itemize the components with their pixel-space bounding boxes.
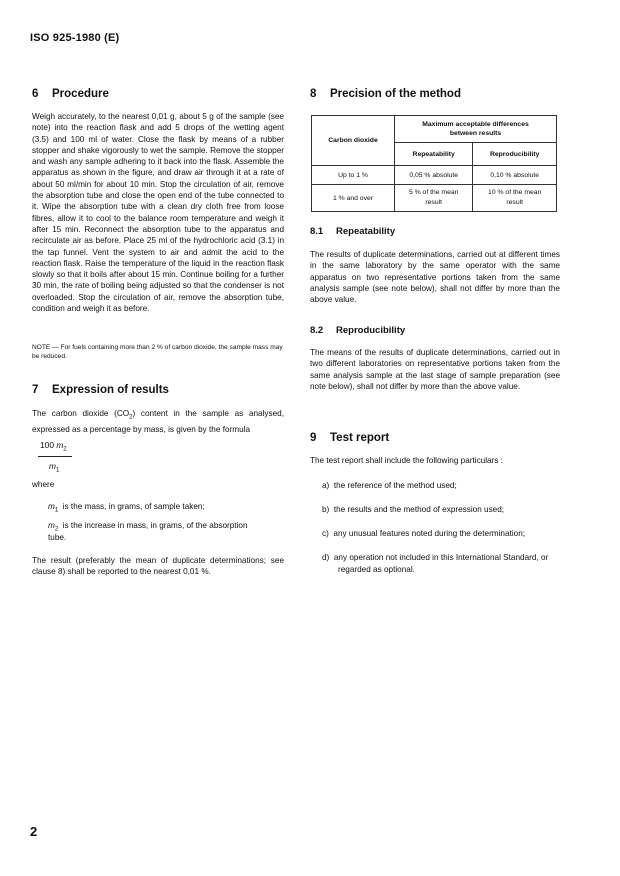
section-9-heading: 9 Test report xyxy=(310,432,390,444)
definition-m2-continued: tube. xyxy=(48,533,67,542)
section-8-heading xyxy=(310,88,461,100)
table-row xyxy=(312,185,557,212)
section-8-title: Precision of the method xyxy=(330,88,461,100)
formula-numerator: 100 $m_2$ xyxy=(40,440,67,453)
table-cell: 1 % and over xyxy=(312,185,395,212)
document-header: ISO 925-1980 (E) xyxy=(30,32,120,44)
table-cell: 0,05 % absolute xyxy=(395,166,473,185)
test-report-intro: The test report shall include the following particulars : xyxy=(310,456,503,465)
precision-table xyxy=(311,115,557,212)
table-header-reproducibility: Reproducibility xyxy=(473,143,557,166)
section-7-number: 7 xyxy=(32,384,39,396)
list-item: c) any unusual features noted during the determination; xyxy=(322,529,526,538)
list-item: d) any operation not included in this International Standard, or regarded as optional. xyxy=(322,553,549,574)
section-7-title: Expression of results xyxy=(52,384,169,396)
procedure-note: NOTE — For fuels containing more than 2 % of carbon dioxide, the sample mass may be reduced. xyxy=(32,344,283,360)
table-cell: 5 % of the mean result xyxy=(395,185,473,212)
section-8-1-heading: 8.1 Repeatability xyxy=(310,226,396,237)
definition-m1: $m_1$ is the mass, in grams, of sample taken; xyxy=(48,502,205,514)
table-cell: 10 % of the mean result xyxy=(473,185,557,212)
reproducibility-text: The means of the results of duplicate determinations, carried out in two different laboratories on representative portions taken from the same analysis sample at the last stage of sample preparation (see note below), shall not differ by more than the above value. xyxy=(310,348,560,391)
result-reporting-text: The result (preferably the mean of duplicate determinations; see clause 8) shall be reported to the nearest 0,01 %. xyxy=(32,556,284,577)
formula-denominator: $m_1$ xyxy=(49,461,60,474)
table-cell: 0,10 % absolute xyxy=(473,166,557,185)
expression-intro: The carbon dioxide $(CO_2)$ content in the sample as analysed, expressed as a percentage by mass, is given by the formula xyxy=(32,409,284,434)
formula-fraction-bar xyxy=(38,456,72,457)
section-6-heading xyxy=(32,88,109,100)
table-header-max-diff: Maximum acceptable differences between results xyxy=(395,116,557,143)
section-6-title: Procedure xyxy=(52,88,109,100)
definition-m2: $m_2$ is the increase in mass, in grams, of the absorption xyxy=(48,521,248,533)
table-cell: Up to 1 % xyxy=(312,166,395,185)
procedure-text: Weigh accurately, to the nearest 0,01 g, about 5 g of the sample (see note) into the reaction flask and add 5 drops of the wetting agent (3.5) and 100 ml of water. Close the flask by means of a rubber stopper and shake vigorously to wet the sample. Remove the stopper and wash any sample adhering to it back into the flask. Assemble the apparatus as shown in the figure, and draw air through it at a rate of about 50 ml/min for about 10 min. Stop the circulation of air, remove the absorption tube and close the open end of the tube connected to it. Wipe the absorption tube with a clean dry cloth free from loose fibres, allow it to cool to the balance room temperature and weigh it after 15 min. Reconnect the absorption tube to the apparatus and recirculate air as before. Place 25 ml of the hydrochloric acid (3.1) in the tap funnel. Vent the system to air and admit the acid to the reaction flask. Raise the temperature of the liquid in the reaction flask slowly so that it boils after about 15 min. Continue boiling for a further 30 min, the rate of boiling being adjusted so that the condenser is not overloaded. Stop the circulation of air, remove the absorption tube, condition and weigh it as before. xyxy=(32,112,284,314)
page-number: 2 xyxy=(30,824,38,839)
repeatability-text: The results of duplicate determinations, carried out at different times in the same laboratory by the same operator with the same apparatus on two representative portions taken from the same analysis sample (see note below), shall not differ by more than the above value. xyxy=(310,250,560,305)
where-label: where xyxy=(32,480,55,489)
table-row xyxy=(312,166,557,185)
section-6-number: 6 xyxy=(32,88,39,100)
section-7-heading xyxy=(32,384,169,396)
section-8-number: 8 xyxy=(310,88,317,100)
table-header-carbon-dioxide: Carbon dioxide xyxy=(312,116,395,166)
list-item: a) the reference of the method used; xyxy=(322,481,457,490)
section-8-2-heading: 8.2 Reproducibility xyxy=(310,325,406,336)
list-item: b) the results and the method of expression used; xyxy=(322,505,505,514)
table-header-repeatability: Repeatability xyxy=(395,143,473,166)
